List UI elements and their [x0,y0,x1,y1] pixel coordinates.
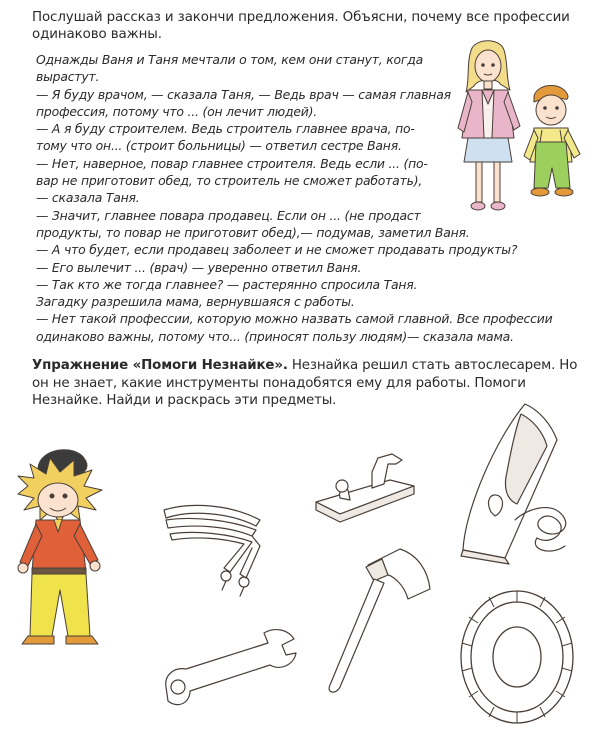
iron-drawing [455,400,580,565]
story-line: профессия, потому что ... (он лечит людей). [36,103,317,119]
story-line: — Значит, главнее повара продавец. Если он ... (не продаст [36,207,421,223]
plane-drawing [310,450,420,525]
instruction-text: Послушай рассказ и закончи предложения. Объясни, почему все профессии одинаково важны. [32,10,570,42]
exercise-body: Незнайка решил стать автослесарем. Но он не знает, какие инструменты понадобятся ему для работы. Помоги Незнайке. Найди и раскрась эти предметы. [32,358,578,409]
wrench-drawing [160,625,300,710]
story-line: вырастут. [36,69,100,85]
story-line: Загадку разрешила мама, вернувшаяся с работы. [36,294,355,310]
story-line: тому что он... (строит больницы) — ответил сестре Ваня. [36,138,402,154]
story-line: — Его вылечит ... (врач) — уверенно ответил Ваня. [36,259,362,275]
story-line: — Так кто же тогда главнее? — растерянно спросила Таня. [36,276,418,292]
exercise-title: Упражнение «Помоги Незнайке». [32,358,288,373]
story-line: — сказала Таня. [36,190,140,206]
story-line: вар не приготовит обед, то строитель не сможет работать), [36,173,423,189]
dunno-pants [30,574,90,636]
story-line: — Нет, наверное, повар главнее строителя. Ведь если ... (по- [36,155,428,171]
axe-drawing [322,545,437,695]
girl-figure [458,41,520,210]
strap-drawing [160,500,270,600]
story-line: — Нет такой профессии, которую можно назвать самой главной. Все профессии [36,311,553,327]
story-line: продукты, то повар не приготовит обед),— подумав, заметил Ваня. [36,224,470,240]
story-line: — А я буду строителем. Ведь строитель главнее врача, по- [36,121,415,137]
boy-figure [524,86,580,197]
story-line: — Я буду врачом, — сказала Таня, — Ведь врач — самая главная [36,86,451,102]
story-line: Однажды Ваня и Таня мечтали о том, кем они станут, когда [36,52,424,67]
tire-drawing [455,585,580,730]
girl-and-boy-illustration [448,38,588,216]
story-line: — А что будет, если продавец заболеет и не сможет продавать продукты? [36,242,518,258]
dunno-illustration [10,440,140,658]
story-line: одинаково важны, потому что... (приносят пользу людям)— сказала мама. [36,328,514,344]
